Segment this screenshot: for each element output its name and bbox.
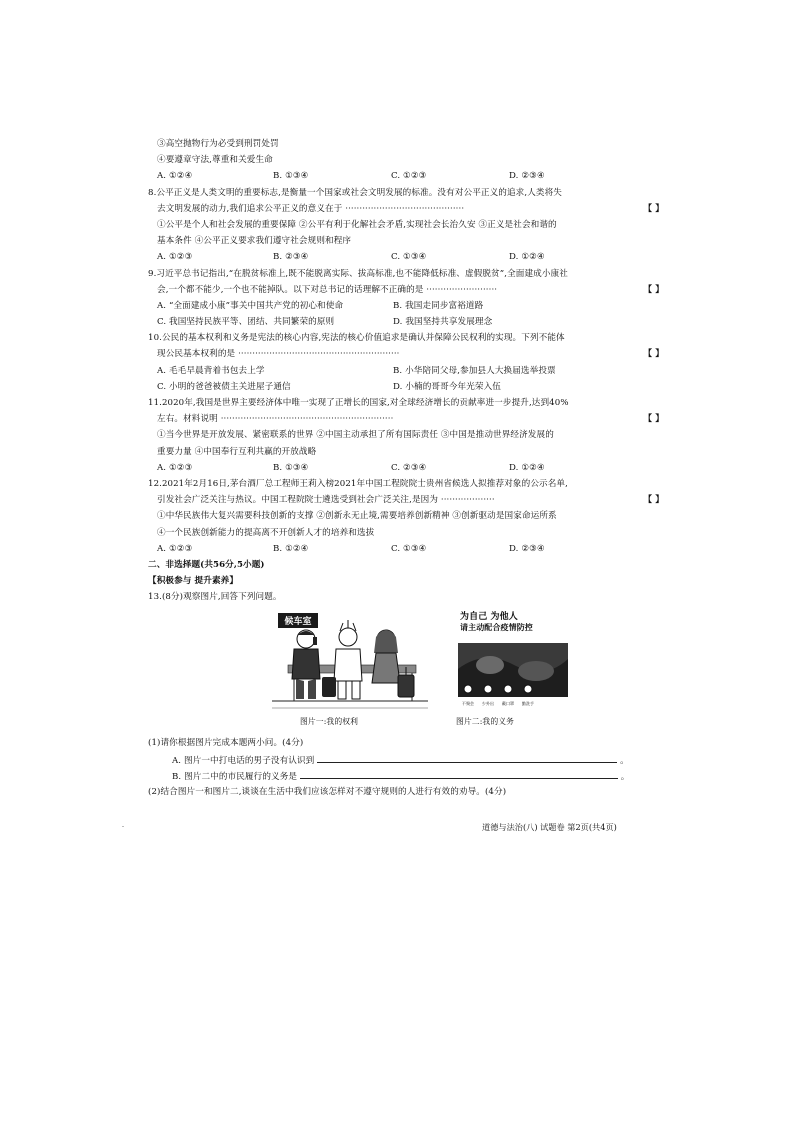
q11-stem-text: 左右。材料说明 ····························································· bbox=[157, 414, 394, 425]
icon-label-3: 戴口罩 bbox=[501, 701, 515, 707]
q9-stem-text: 会,一个都不能少,一个也不能掉队。以下对总书记的话理解不正确的是 ························· bbox=[157, 284, 498, 295]
q9-option-a[interactable]: A. “全面建成小康”事关中国共产党的初心和使命 bbox=[157, 300, 344, 311]
q9-stem-line1: 9.习近平总书记指出,“在脱贫标准上,既不能脱离实际、拔高标准,也不能降低标准、虚假脱贫”,全面建成小康社 bbox=[148, 268, 568, 279]
q12-stem-text: 引发社会广泛关注与热议。中国工程院院士遴选受到社会广泛关注,是因为 ··················· bbox=[157, 495, 495, 506]
q13-part2: (2)结合图片一和图片二,谈谈在生活中我们应该怎样对不遵守规则的人进行有效的劝导。(4分) bbox=[148, 787, 507, 797]
handwash-icon bbox=[524, 685, 532, 693]
q12-option-c[interactable]: C. ①③④ bbox=[391, 543, 427, 554]
q12-items-line2: ④一个民族创新能力的提高离不开创新人才的培养和选拔 bbox=[157, 527, 375, 538]
waiting-room-sign: 候车室 bbox=[284, 617, 312, 628]
q12-option-a[interactable]: A. ①②③ bbox=[157, 543, 193, 554]
q7-option-c[interactable]: C. ①②③ bbox=[391, 171, 427, 182]
q8-option-c[interactable]: C. ①③④ bbox=[391, 252, 427, 263]
figure1-caption: 图片一:我的权利 bbox=[300, 717, 359, 727]
q8-stem-text: 去文明发展的动力,我们追求公平正义的意义在于 ·········································· bbox=[157, 203, 465, 214]
no-gathering-icon bbox=[464, 685, 472, 693]
q9-options-row1 bbox=[148, 298, 664, 314]
poster-title-line2: 请主动配合疫情防控 bbox=[460, 623, 533, 633]
q7-option-d[interactable]: D. ②③④ bbox=[509, 171, 545, 182]
q10-answer-bracket[interactable]: 【 】 bbox=[643, 349, 664, 360]
subsection-heading: 【积极参与 提升素养】 bbox=[148, 576, 239, 587]
q13-part-b-text: B. 图片二中的市民履行的义务是 bbox=[172, 771, 298, 782]
page-footer: 道德与法治(八) 试题卷 第2页(共4页) bbox=[482, 822, 617, 832]
q10-stem-line2 bbox=[148, 346, 664, 362]
q11-option-d[interactable]: D. ①②④ bbox=[509, 462, 545, 473]
q13-figures bbox=[148, 609, 664, 733]
q11-stem-line1: 11.2020年,我国是世界主要经济体中唯一实现了正增长的国家,对全球经济增长的贡献率进一步提升,达到40% bbox=[148, 398, 569, 408]
q12-stem-line1: 12.2021年2月16日,茅台酒厂总工程师王莉入榜2021年中国工程院院士贵州省候选人拟推荐对象的公示名单, bbox=[148, 478, 568, 489]
q7-option-a[interactable]: A. ①②④ bbox=[157, 171, 193, 182]
q12-answer-bracket[interactable]: 【 】 bbox=[643, 495, 664, 506]
poster-title-line1: 为自己 为他人 bbox=[460, 612, 518, 623]
q11-items-line1: ①当今世界是开放发展、紧密联系的世界 ②中国主动承担了所有国际责任 ③中国是推动世界经济发展的 bbox=[157, 430, 554, 441]
icon-label-1: 不聚会 bbox=[461, 701, 475, 707]
q11-option-a[interactable]: A. ①②③ bbox=[157, 462, 193, 473]
q10-option-d[interactable]: D. 小楠的哥哥今年光荣入伍 bbox=[393, 381, 501, 392]
q9-answer-bracket[interactable]: 【 】 bbox=[643, 284, 664, 295]
q9-options-row2 bbox=[148, 314, 664, 330]
q8-stem-line1: 8.公平正义是人类文明的重要标志,是衡量一个国家或社会文明发展的标准。没有对公平正义的追求,人类将失 bbox=[148, 187, 562, 198]
q12-stem-line2 bbox=[148, 492, 664, 508]
stay-home-icon bbox=[484, 685, 492, 693]
q11-option-c[interactable]: C. ②③④ bbox=[391, 462, 427, 473]
q10-options-row2 bbox=[148, 379, 664, 395]
q11-stem-line2 bbox=[148, 411, 664, 427]
figure-epidemic-prevention-poster bbox=[454, 609, 572, 715]
q11-options bbox=[148, 460, 664, 476]
q13-part-b-answer-line[interactable] bbox=[300, 768, 618, 779]
figure2-caption: 图片二:我的义务 bbox=[456, 717, 515, 727]
q8-option-a[interactable]: A. ①②③ bbox=[157, 252, 193, 263]
section-heading: 二、非选择题(共56分,5小题) bbox=[148, 559, 265, 570]
q10-stem-line1: 10.公民的基本权利和义务是宪法的核心内容,宪法的核心价值追求是确认并保障公民权利的实现。下列不能体 bbox=[148, 333, 565, 344]
q10-option-c[interactable]: C. 小明的爸爸被债主关进屋子通信 bbox=[157, 381, 291, 392]
q13-part-b bbox=[148, 768, 664, 784]
q9-option-b[interactable]: B. 我国走同步富裕道路 bbox=[393, 300, 484, 311]
q8-stem-line2 bbox=[148, 201, 664, 217]
q12-options bbox=[148, 541, 664, 557]
q7-options bbox=[148, 168, 664, 184]
q10-option-b[interactable]: B. 小华陪同父母,参加县人大换届选举投票 bbox=[393, 365, 556, 376]
q8-option-b[interactable]: B. ②③④ bbox=[273, 252, 309, 263]
q13-part-a-answer-line[interactable] bbox=[317, 752, 617, 763]
mask-icon bbox=[504, 685, 512, 693]
q12-option-d[interactable]: D. ②③④ bbox=[509, 543, 545, 554]
q13-part-a bbox=[148, 752, 664, 768]
q9-stem-line2 bbox=[148, 282, 664, 298]
q13-stem: 13.(8分)观察图片,回答下列问题。 bbox=[148, 592, 282, 603]
icon-label-4: 勤洗手 bbox=[521, 701, 535, 707]
q8-option-d[interactable]: D. ①②④ bbox=[509, 252, 545, 263]
q9-option-c[interactable]: C. 我国坚持民族平等、团结、共同繁荣的原则 bbox=[157, 317, 335, 328]
question-content bbox=[148, 136, 664, 800]
q11-items-line2: 重要力量 ④中国奉行互利共赢的开放战略 bbox=[157, 446, 317, 457]
q10-option-a[interactable]: A. 毛毛早晨背着书包去上学 bbox=[157, 365, 265, 376]
q7-item-3: ③高空抛物行为必受到刑罚处罚 bbox=[157, 139, 279, 149]
q13-part-a-text: A. 图片一中打电话的男子没有认识到 bbox=[172, 755, 315, 766]
q8-items-line2: 基本条件 ④公平正义要求我们遵守社会规则和程序 bbox=[157, 236, 352, 247]
q13-part-b-period: 。 bbox=[620, 771, 630, 782]
q13-part-a-period: 。 bbox=[620, 755, 629, 766]
q11-option-b[interactable]: B. ①③④ bbox=[273, 462, 309, 473]
q7-item-4: ④要遵章守法,尊重和关爱生命 bbox=[157, 155, 273, 166]
q8-options bbox=[148, 249, 664, 265]
q11-answer-bracket[interactable]: 【 】 bbox=[643, 414, 664, 425]
scan-speck bbox=[122, 826, 124, 827]
figure-waiting-room-illustration bbox=[272, 609, 428, 715]
q10-options-row1 bbox=[148, 363, 664, 379]
q9-option-d[interactable]: D. 我国坚持共享发展理念 bbox=[393, 317, 493, 328]
q12-items-line1: ①中华民族伟大复兴需要科技创新的支撑 ②创新永无止境,需要培养创新精神 ③创新驱动是国家命运所系 bbox=[157, 511, 557, 522]
q10-stem-text: 现公民基本权利的是 ························································· bbox=[157, 349, 400, 360]
q7-option-b[interactable]: B. ①③④ bbox=[273, 171, 309, 182]
q8-answer-bracket[interactable]: 【 】 bbox=[643, 203, 664, 214]
q8-items-line1: ①公平是个人和社会发展的重要保障 ②公平有利于化解社会矛盾,实现社会长治久安 ③正义是社会和谐的 bbox=[157, 219, 557, 230]
q12-option-b[interactable]: B. ①②④ bbox=[273, 543, 309, 554]
icon-label-2: 少外出 bbox=[481, 701, 495, 707]
q13-part1: (1)请你根据图片完成本题两小问。(4分) bbox=[148, 738, 304, 749]
